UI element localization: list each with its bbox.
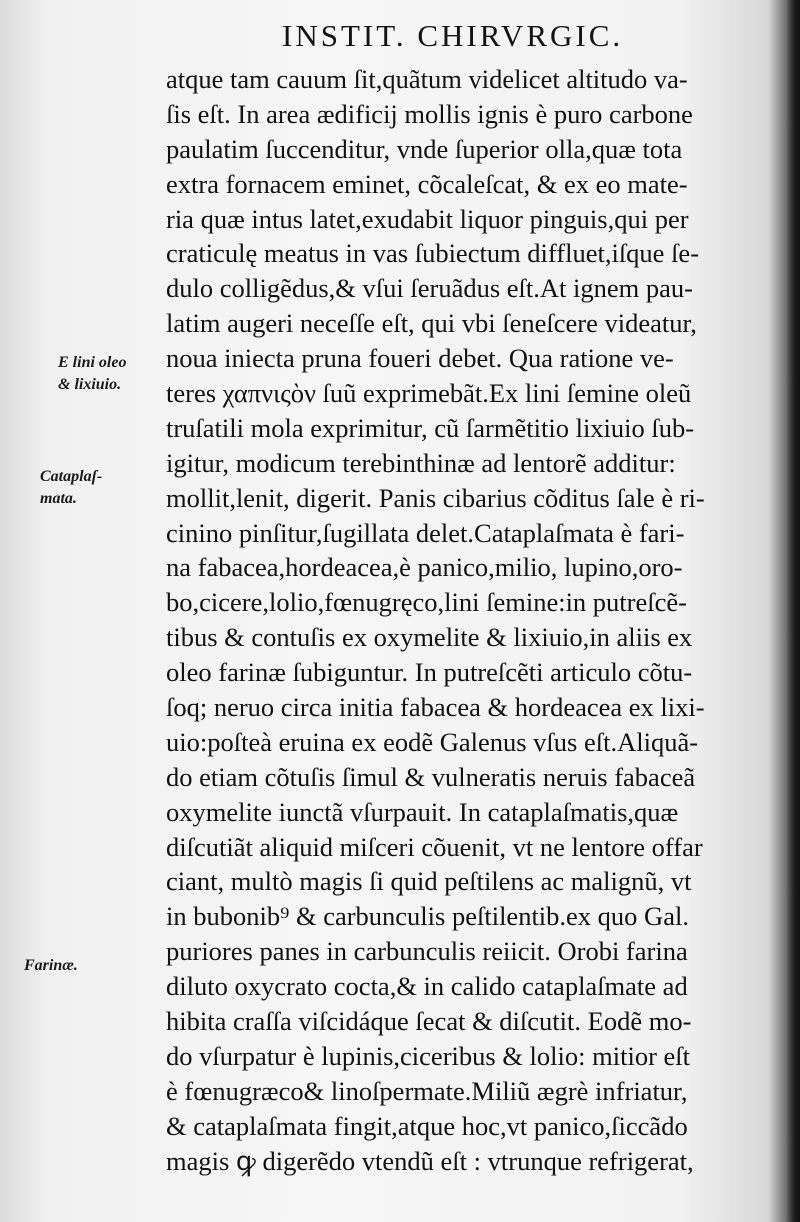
text-line: in bubonib⁹ & carbunculis peſtilentib.ex quo Gal. — [166, 901, 689, 932]
text-line: ſis eſt. In area ædificij mollis ignis è puro carbone — [166, 98, 693, 129]
text-line: uio:poſteà eruina ex eodẽ Galenus vſus eſt.Aliquã- — [166, 726, 699, 757]
text-line: cinino pinſitur,ſugillata delet.Cataplaſmata è fari- — [166, 517, 685, 548]
margin-note-cataplasmata — [40, 466, 102, 510]
margin-note-line: mata. — [40, 490, 77, 507]
margin-note-line: Cataplaſ- — [40, 468, 103, 485]
text-line: do vſurpatur è lupinis,ciceribus & lolio: mitior eſt — [166, 1040, 691, 1071]
text-line: bo,cicere,lolio,fœnugręco,lini ſemine:in putreſcẽ- — [166, 587, 687, 618]
text-line: ciant, multò magis ſi quid peſtilens ac malignũ, vt — [166, 866, 692, 897]
text-line: craticulę meatus in vas ſubiectum diffluet,iſque ſe- — [166, 238, 700, 269]
text-line: extra fornacem eminet, cõcaleſcat, & ex eo mate- — [166, 168, 688, 199]
text-line: tibus & contuſis ex oxymelite & lixiuio,in aliis ex — [166, 622, 693, 653]
text-line: dulo colligẽdus,& vſui ſeruãdus eſt.At ignem pau- — [166, 273, 693, 304]
text-line: & cataplaſmata fingit,atque hoc,vt panico,ſiccãdo — [166, 1110, 688, 1141]
text-line: na fabacea,hordeacea,è panico,milio, lupino,oro- — [166, 552, 683, 583]
text-line: diluto oxycrato cocta,& in calido cataplaſmate ad — [166, 971, 688, 1002]
text-line: ſoq; neruo circa initia fabacea & hordeacea ex lixi- — [166, 692, 705, 723]
margin-note-e-lini-oleo — [58, 352, 126, 396]
margin-note-line: & lixiuio. — [58, 376, 122, 393]
text-line: teres χαπνιςὸν ſuũ exprimebãt.Ex lini ſemine oleũ — [166, 378, 692, 409]
text-line: latim augeri neceſſe eſt, qui vbi ſeneſcere videatur, — [166, 308, 697, 339]
text-line: mollit,lenit, digerit. Panis cibarius cõditus ſale è ri- — [166, 482, 705, 513]
text-line: diſcutiãt aliquid miſceri cõuenit, vt ne lentore offar — [166, 831, 703, 862]
running-header: INSTIT. CHIRVRGIC. — [282, 18, 624, 53]
text-line: atque tam cauum ſit,quãtum videlicet altitudo va- — [166, 64, 688, 94]
margin-note-line: E lini oleo — [58, 354, 127, 371]
text-line: oleo farinæ ſubiguntur. In putreſcẽti articulo cõtu- — [166, 657, 693, 688]
main-text-block — [166, 62, 748, 1179]
text-line: magis ꝙ digerẽdo vtendũ eſt : vtrunque refrigerat, — [166, 1145, 694, 1176]
text-line: truſatili mola exprimitur, cũ ſarmẽtitio lixiuio ſub- — [166, 412, 695, 443]
text-line: noua iniecta pruna foueri debet. Qua ratione ve- — [166, 343, 674, 374]
text-line: ria quæ intus latet,exudabit liquor pinguis,qui per — [166, 203, 689, 234]
text-line: hibita craſſa viſcidáque ſecat & diſcutit. Eodẽ mo- — [166, 1006, 692, 1037]
text-line: paulatim ſuccenditur, vnde ſuperior olla,quæ tota — [166, 133, 683, 164]
text-line: do etiam cõtuſis ſimul & vulneratis neruis fabaceã — [166, 761, 696, 792]
binding-shadow — [786, 0, 800, 1222]
margin-note-farinae: Farinæ. — [24, 957, 78, 974]
text-line: è fœnugræco& linoſpermate.Miliũ ægrè infriatur, — [166, 1075, 688, 1106]
text-line: puriores panes in carbunculis reiicit. Orobi farina — [166, 936, 688, 967]
text-line: oxymelite iunctã vſurpauit. In cataplaſmatis,quæ — [166, 796, 679, 827]
text-line: igitur, modicum terebinthinæ ad lentorẽ additur: — [166, 447, 676, 478]
